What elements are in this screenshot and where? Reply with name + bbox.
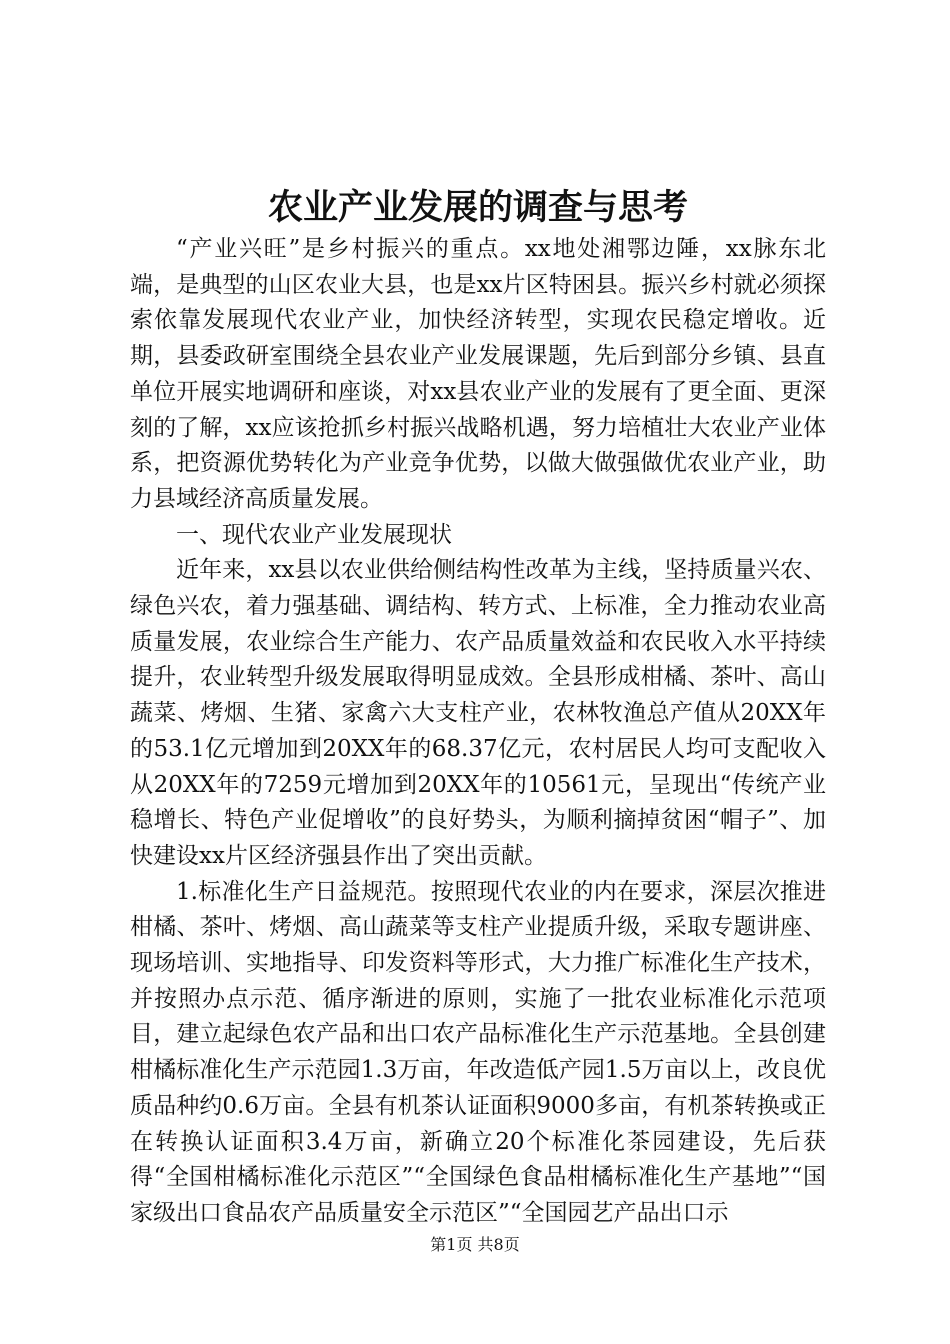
section-heading: 一、现代农业产业发展现状	[176, 521, 452, 548]
document-body	[130, 232, 826, 1232]
paragraph-intro: “产业兴旺”是乡村振兴的重点。xx地处湘鄂边陲，xx脉东北端，是典型的山区农业大县，也是xx片区特困县。振兴乡村就必须探索依靠发展现代农业产业，加快经济转型，实现农民稳定增收。近期，县委政研室围绕全县农业产业发展课题，先后到部分乡镇、县直单位开展实地调研和座谈，对xx县农业产业的发展有了更全面、更深刻的了解，xx应该抢抓乡村振兴战略机遇，努力培植壮大农业产业体系，把资源优势转化为产业竞争优势，以做大做强做优农业产业，助力县域经济高质量发展。	[130, 236, 826, 512]
paragraph-status: 近年来，xx县以农业供给侧结构性改革为主线，坚持质量兴农、绿色兴农，着力强基础、调结构、转方式、上标准，全力推动农业高质量发展，农业综合生产能力、农产品质量效益和农民收入水平持续提升，农业转型升级发展取得明显成效。全县形成柑橘、茶叶、高山蔬菜、烤烟、生猪、家禽六大支柱产业，农林牧渔总产值从20XX年的53.1亿元增加到20XX年的68.37亿元，农村居民人均可支配收入从20XX年的7259元增加到20XX年的10561元，呈现出“传统产业稳增长、特色产业促增收”的良好势头，为顺利摘掉贫困“帽子”、加快建设xx片区经济强县作出了突出贡献。	[130, 557, 826, 869]
page-footer: 第1页 共8页	[430, 1235, 520, 1254]
paragraph-standardization: 1.标准化生产日益规范。按照现代农业的内在要求，深层次推进柑橘、茶叶、烤烟、高山蔬菜等支柱产业提质升级，采取专题讲座、现场培训、实地指导、印发资料等形式，大力推广标准化生产技术，并按照办点示范、循序渐进的原则，实施了一批农业标准化示范项目，建立起绿色农产品和出口农产品标准化生产示范基地。全县创建柑橘标准化生产示范园1.3万亩，年改造低产园1.5万亩以上，改良优质品种约0.6万亩。全县有机茶认证面积9000多亩，有机茶转换或正在转换认证面积3.4万亩，新确立20个标准化茶园建设，先后获得“全国柑橘标准化示范区”“全国绿色食品柑橘标准化生产基地”“国家级出口食品农产品质量安全示范区”“全国园艺产品出口示	[130, 878, 826, 1226]
document-title: 农业产业发展的调查与思考	[267, 187, 688, 228]
